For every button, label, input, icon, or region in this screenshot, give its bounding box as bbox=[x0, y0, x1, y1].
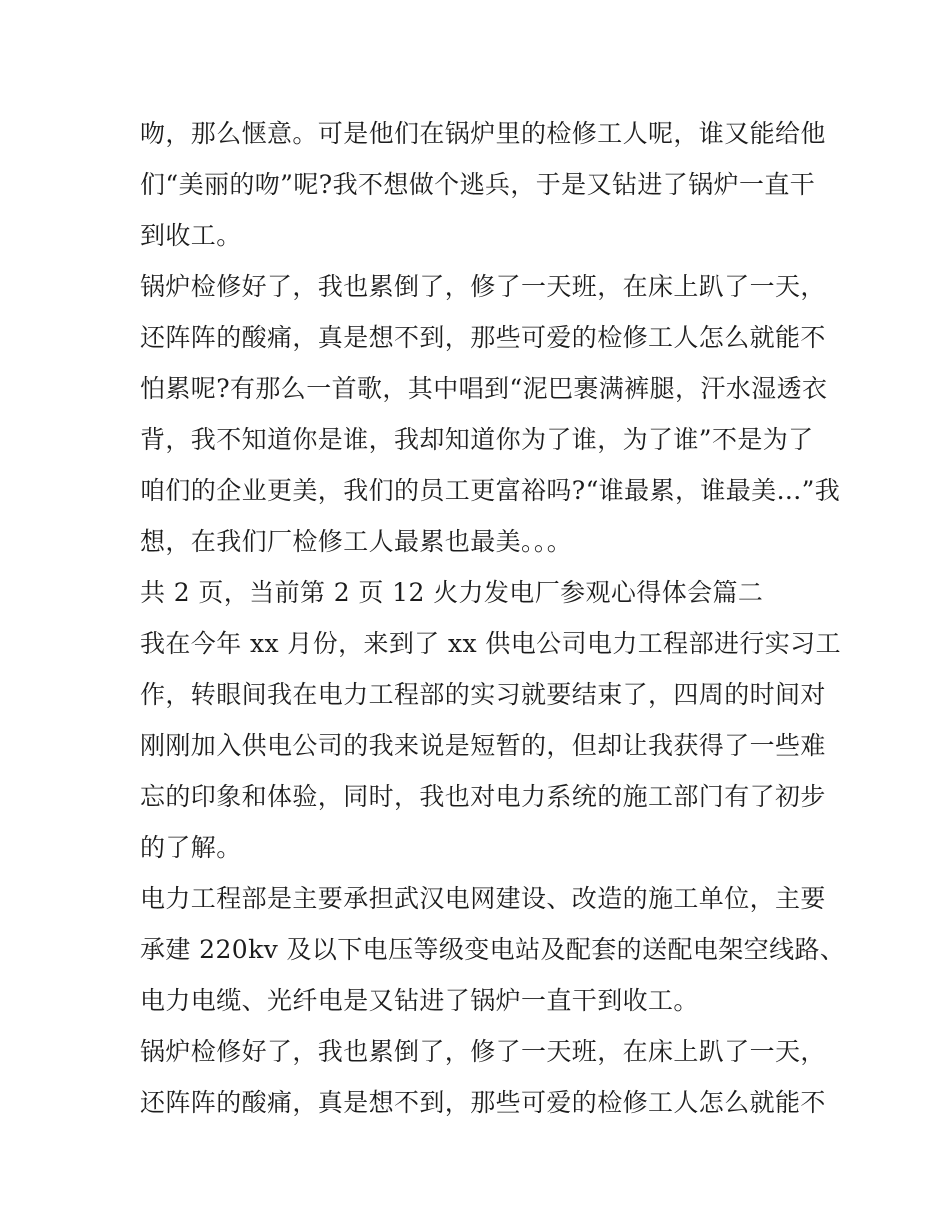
text-line: 还阵阵的酸痛，真是想不到，那些可爱的检修工人怎么就能不 bbox=[140, 323, 826, 352]
text-line: 的了解。 bbox=[140, 833, 242, 862]
text-line: 们“美丽的吻”呢?我不想做个逃兵，于是又钻进了锅炉一直干 bbox=[140, 170, 816, 199]
text-line: 还阵阵的酸痛，真是想不到，那些可爱的检修工人怎么就能不 bbox=[140, 1088, 826, 1117]
text-line: 锅炉检修好了，我也累倒了，修了一天班，在床上趴了一天， bbox=[140, 1037, 826, 1066]
document-body bbox=[140, 108, 846, 1128]
text-line: 咱们的企业更美，我们的员工更富裕吗?“谁最累，谁最美...”我 bbox=[140, 476, 841, 505]
section-heading: 共 2 页，当前第 2 页 12 火力发电厂参观心得体会篇二 bbox=[140, 578, 764, 607]
text-line: 想，在我们厂检修工人最累也最美。。。 bbox=[140, 527, 573, 556]
text-line: 我在今年 xx 月份，来到了 xx 供电公司电力工程部进行实习工 bbox=[140, 629, 841, 658]
text-line: 承建 220kv 及以下电压等级变电站及配套的送配电架空线路、 bbox=[140, 935, 846, 964]
text-line: 到收工。 bbox=[140, 221, 242, 250]
text-line: 刚刚加入供电公司的我来说是短暂的，但却让我获得了一些难 bbox=[140, 731, 826, 760]
text-line: 锅炉检修好了，我也累倒了，修了一天班，在床上趴了一天， bbox=[140, 272, 826, 301]
text-line: 怕累呢?有那么一首歌，其中唱到“泥巴裹满裤腿，汗水湿透衣 bbox=[140, 374, 828, 403]
text-line: 电力工程部是主要承担武汉电网建设、改造的施工单位，主要 bbox=[140, 884, 826, 913]
text-line: 忘的印象和体验，同时，我也对电力系统的施工部门有了初步 bbox=[140, 782, 826, 811]
text-line: 背，我不知道你是谁，我却知道你为了谁，为了谁”不是为了 bbox=[140, 425, 814, 454]
text-line: 电力电缆、光纤电是又钻进了锅炉一直干到收工。 bbox=[140, 986, 699, 1015]
text-line: 作，转眼间我在电力工程部的实习就要结束了，四周的时间对 bbox=[140, 680, 826, 709]
text-line: 吻，那么惬意。可是他们在锅炉里的检修工人呢，谁又能给他 bbox=[140, 119, 826, 148]
